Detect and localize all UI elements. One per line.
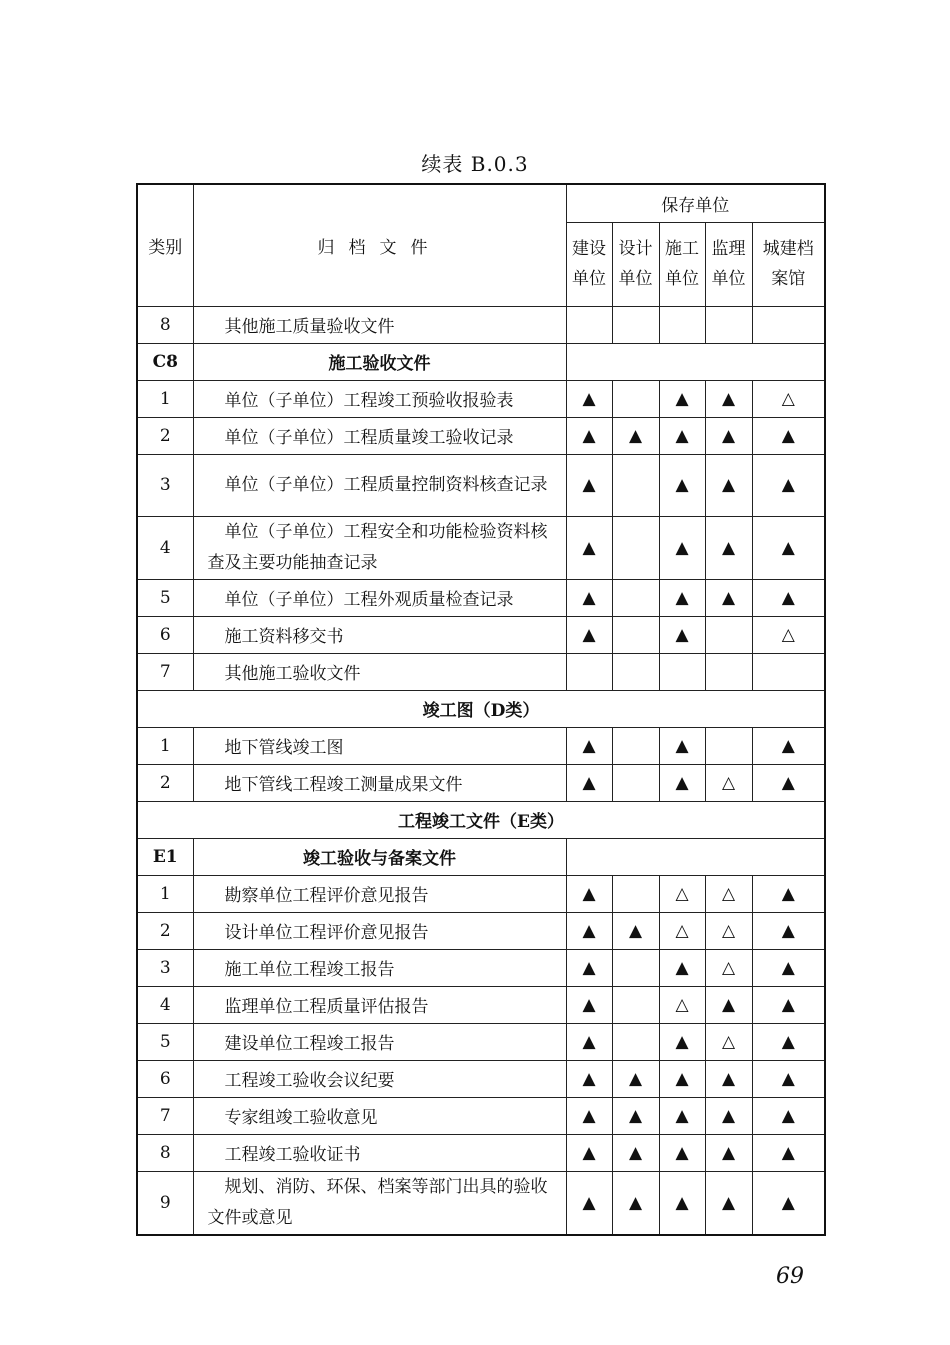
document-name: 单位（子单位）工程竣工预验收报验表: [193, 380, 566, 417]
table-row: [137, 1023, 825, 1060]
mark-city-archive: ▲: [752, 1171, 825, 1235]
mark-city-archive: ▲: [752, 949, 825, 986]
row-category: C8: [137, 343, 193, 380]
mark-contractor: △: [659, 986, 705, 1023]
header-unit-contractor: 施工 单位: [659, 222, 705, 306]
row-category: 2: [137, 417, 193, 454]
mark-construction: ▲: [566, 616, 612, 653]
mark-supervision: △: [705, 1023, 752, 1060]
row-category: 8: [137, 1134, 193, 1171]
row-category: 4: [137, 986, 193, 1023]
mark-city-archive: △: [752, 616, 825, 653]
mark-construction: ▲: [566, 516, 612, 579]
archive-table: [136, 183, 826, 1236]
mark-design: [612, 516, 659, 579]
mark-contractor: [659, 653, 705, 690]
mark-design: [612, 616, 659, 653]
header-unit-supervision: 监理 单位: [705, 222, 752, 306]
mark-design: [612, 653, 659, 690]
mark-design: ▲: [612, 1060, 659, 1097]
table-row: [137, 1060, 825, 1097]
mark-city-archive: ▲: [752, 912, 825, 949]
document-name: 单位（子单位）工程质量控制资料核查记录: [193, 454, 566, 516]
table-row: [137, 1134, 825, 1171]
mark-design: [612, 764, 659, 801]
mark-contractor: ▲: [659, 727, 705, 764]
mark-design: ▲: [612, 1171, 659, 1235]
mark-supervision: ▲: [705, 380, 752, 417]
header-unit-city-archive: 城建档 案馆: [752, 222, 825, 306]
mark-city-archive: ▲: [752, 764, 825, 801]
table-row: [137, 516, 825, 579]
document-name: 规划、消防、环保、档案等部门出具的验收文件或意见: [193, 1171, 566, 1235]
mark-design: [612, 1023, 659, 1060]
mark-contractor: ▲: [659, 616, 705, 653]
document-name: 其他施工质量验收文件: [193, 306, 566, 343]
table-row: [137, 727, 825, 764]
row-category: 8: [137, 306, 193, 343]
mark-construction: [566, 653, 612, 690]
document-name: 施工资料移交书: [193, 616, 566, 653]
table-row: [137, 764, 825, 801]
category-row: [137, 343, 825, 380]
mark-contractor: △: [659, 875, 705, 912]
document-name: 施工单位工程竣工报告: [193, 949, 566, 986]
row-category: 2: [137, 912, 193, 949]
table-row: [137, 1097, 825, 1134]
mark-design: [612, 579, 659, 616]
document-name: 单位（子单位）工程安全和功能检验资料核查及主要功能抽查记录: [193, 516, 566, 579]
mark-supervision: [705, 306, 752, 343]
row-category: 4: [137, 516, 193, 579]
mark-contractor: ▲: [659, 516, 705, 579]
mark-construction: ▲: [566, 417, 612, 454]
document-name: 专家组竣工验收意见: [193, 1097, 566, 1134]
header-unit-construction: 建设 单位: [566, 222, 612, 306]
mark-contractor: ▲: [659, 1097, 705, 1134]
mark-city-archive: ▲: [752, 1097, 825, 1134]
table-row: [137, 912, 825, 949]
row-category: E1: [137, 838, 193, 875]
document-name: 地下管线竣工图: [193, 727, 566, 764]
empty-units: [566, 838, 825, 875]
mark-contractor: ▲: [659, 1134, 705, 1171]
mark-supervision: △: [705, 912, 752, 949]
mark-design: ▲: [612, 912, 659, 949]
document-name: 单位（子单位）工程外观质量检查记录: [193, 579, 566, 616]
table-row: [137, 454, 825, 516]
mark-design: [612, 875, 659, 912]
mark-supervision: ▲: [705, 417, 752, 454]
mark-city-archive: ▲: [752, 986, 825, 1023]
row-category: 3: [137, 454, 193, 516]
mark-supervision: ▲: [705, 986, 752, 1023]
mark-city-archive: ▲: [752, 727, 825, 764]
header-storage-units: 保存单位: [566, 184, 825, 222]
mark-city-archive: ▲: [752, 1023, 825, 1060]
category-row: [137, 838, 825, 875]
row-category: 6: [137, 616, 193, 653]
table-title: 续表 B.0.3: [421, 152, 529, 176]
row-category: 2: [137, 764, 193, 801]
mark-contractor: [659, 306, 705, 343]
mark-contractor: ▲: [659, 579, 705, 616]
mark-supervision: [705, 727, 752, 764]
header-unit-design: 设计 单位: [612, 222, 659, 306]
page-number: 69: [776, 1264, 804, 1289]
header-category: 类别: [137, 184, 193, 306]
mark-supervision: △: [705, 949, 752, 986]
mark-contractor: ▲: [659, 1060, 705, 1097]
mark-supervision: ▲: [705, 579, 752, 616]
mark-contractor: ▲: [659, 949, 705, 986]
mark-design: [612, 949, 659, 986]
mark-construction: ▲: [566, 1171, 612, 1235]
mark-supervision: ▲: [705, 516, 752, 579]
mark-contractor: ▲: [659, 1171, 705, 1235]
mark-design: ▲: [612, 1134, 659, 1171]
mark-design: [612, 986, 659, 1023]
mark-city-archive: ▲: [752, 875, 825, 912]
row-category: 7: [137, 653, 193, 690]
mark-construction: ▲: [566, 1023, 612, 1060]
document-name: 建设单位工程竣工报告: [193, 1023, 566, 1060]
mark-contractor: ▲: [659, 417, 705, 454]
document-name: 其他施工验收文件: [193, 653, 566, 690]
table-row: [137, 986, 825, 1023]
mark-supervision: ▲: [705, 1097, 752, 1134]
category-title: 竣工验收与备案文件: [193, 838, 566, 875]
mark-construction: ▲: [566, 949, 612, 986]
mark-city-archive: △: [752, 380, 825, 417]
header-file: 归档文件: [193, 184, 566, 306]
table-row: [137, 306, 825, 343]
mark-design: ▲: [612, 417, 659, 454]
table-row: [137, 653, 825, 690]
row-category: 1: [137, 380, 193, 417]
mark-city-archive: [752, 306, 825, 343]
mark-city-archive: [752, 653, 825, 690]
mark-design: [612, 454, 659, 516]
row-category: 5: [137, 1023, 193, 1060]
mark-supervision: △: [705, 764, 752, 801]
mark-contractor: ▲: [659, 764, 705, 801]
row-category: 9: [137, 1171, 193, 1235]
mark-contractor: ▲: [659, 380, 705, 417]
mark-city-archive: ▲: [752, 516, 825, 579]
row-category: 5: [137, 579, 193, 616]
mark-construction: ▲: [566, 1060, 612, 1097]
row-category: 7: [137, 1097, 193, 1134]
mark-design: [612, 380, 659, 417]
section-row: [137, 801, 825, 838]
mark-construction: ▲: [566, 1097, 612, 1134]
row-category: 3: [137, 949, 193, 986]
mark-supervision: △: [705, 875, 752, 912]
row-category: 1: [137, 875, 193, 912]
mark-construction: ▲: [566, 454, 612, 516]
mark-supervision: ▲: [705, 1134, 752, 1171]
table-row: [137, 875, 825, 912]
category-title: 施工验收文件: [193, 343, 566, 380]
mark-city-archive: ▲: [752, 579, 825, 616]
document-name: 单位（子单位）工程质量竣工验收记录: [193, 417, 566, 454]
section-title: 竣工图（D类）: [137, 690, 825, 727]
table-row: [137, 1171, 825, 1235]
table-row: [137, 616, 825, 653]
mark-construction: ▲: [566, 1134, 612, 1171]
mark-contractor: ▲: [659, 454, 705, 516]
table-row: [137, 949, 825, 986]
document-name: 地下管线工程竣工测量成果文件: [193, 764, 566, 801]
document-name: 设计单位工程评价意见报告: [193, 912, 566, 949]
mark-supervision: ▲: [705, 454, 752, 516]
mark-construction: ▲: [566, 579, 612, 616]
table-row: [137, 417, 825, 454]
mark-city-archive: ▲: [752, 417, 825, 454]
mark-contractor: ▲: [659, 1023, 705, 1060]
mark-design: [612, 727, 659, 764]
document-name: 工程竣工验收证书: [193, 1134, 566, 1171]
mark-construction: ▲: [566, 912, 612, 949]
table-row: [137, 579, 825, 616]
empty-units: [566, 343, 825, 380]
mark-city-archive: ▲: [752, 454, 825, 516]
document-name: 勘察单位工程评价意见报告: [193, 875, 566, 912]
mark-construction: [566, 306, 612, 343]
mark-construction: ▲: [566, 380, 612, 417]
mark-supervision: ▲: [705, 1171, 752, 1235]
row-category: 1: [137, 727, 193, 764]
section-title: 工程竣工文件（E类）: [137, 801, 825, 838]
mark-city-archive: ▲: [752, 1134, 825, 1171]
mark-construction: ▲: [566, 727, 612, 764]
mark-construction: ▲: [566, 986, 612, 1023]
mark-supervision: [705, 653, 752, 690]
mark-contractor: △: [659, 912, 705, 949]
document-name: 工程竣工验收会议纪要: [193, 1060, 566, 1097]
table-row: [137, 380, 825, 417]
mark-design: ▲: [612, 1097, 659, 1134]
document-name: 监理单位工程质量评估报告: [193, 986, 566, 1023]
mark-construction: ▲: [566, 764, 612, 801]
mark-supervision: [705, 616, 752, 653]
mark-construction: ▲: [566, 875, 612, 912]
mark-supervision: ▲: [705, 1060, 752, 1097]
mark-city-archive: ▲: [752, 1060, 825, 1097]
row-category: 6: [137, 1060, 193, 1097]
mark-design: [612, 306, 659, 343]
section-row: [137, 690, 825, 727]
